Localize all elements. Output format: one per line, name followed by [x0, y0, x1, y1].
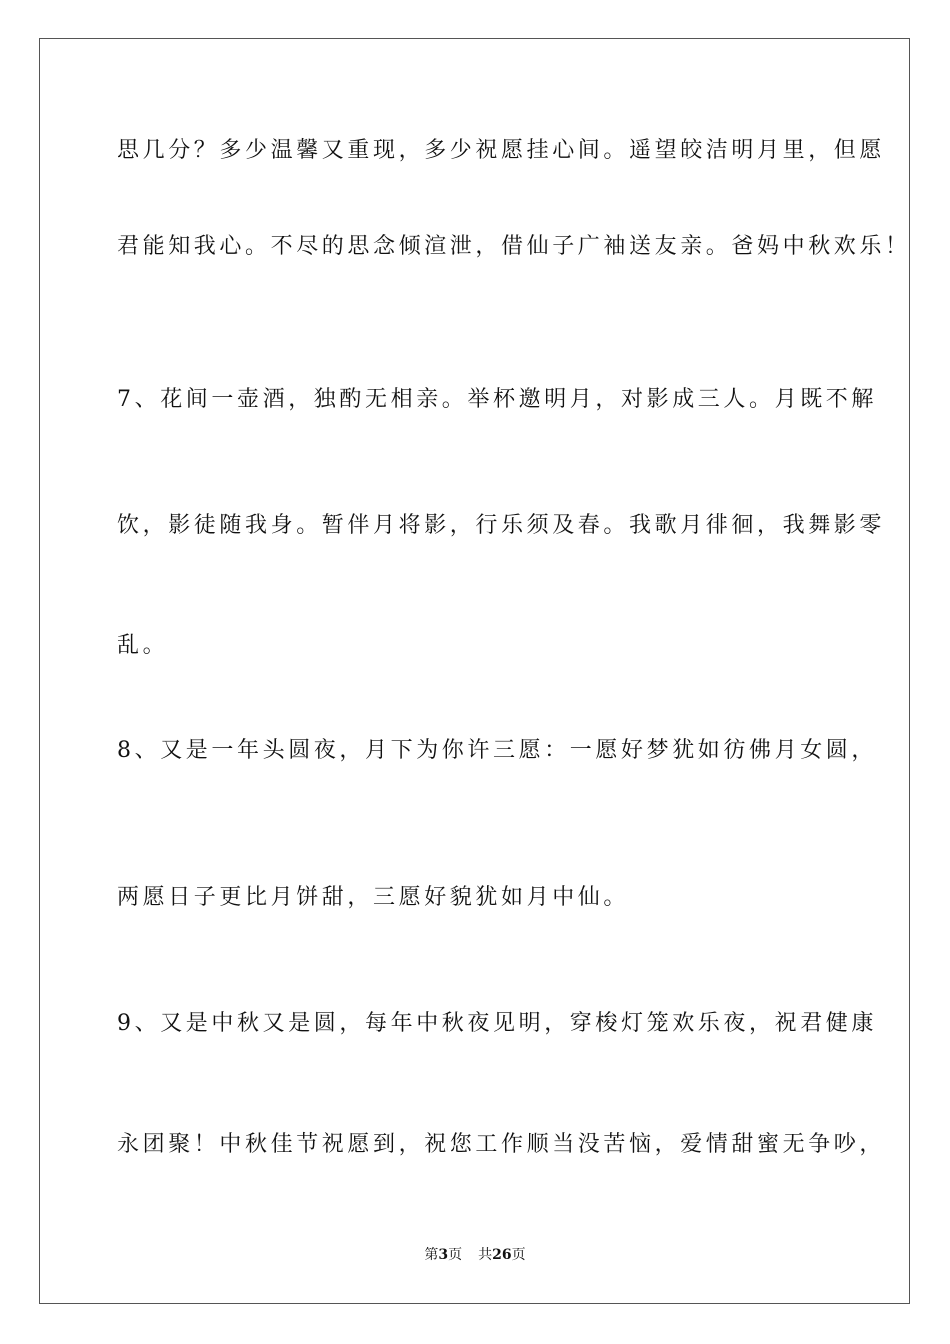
page-prefix: 第 [424, 1247, 439, 1263]
total-suffix: 页 [511, 1247, 526, 1263]
total-prefix: 共 [478, 1247, 493, 1263]
text-line: 君能知我心。不尽的思念倾渲泄，借仙子广袖送友亲。爸妈中秋欢乐！ [117, 234, 911, 259]
page-border [39, 38, 910, 1304]
text-line: 乱。 [117, 633, 169, 658]
text-line: 9、又是中秋又是圆，每年中秋夜见明，穿梭灯笼欢乐夜，祝君健康 [117, 1011, 877, 1036]
text-line: 7、花间一壶酒，独酌无相亲。举杯邀明月，对影成三人。月既不解 [117, 387, 877, 412]
text-line: 永团聚！中秋佳节祝愿到，祝您工作顺当没苦恼，爱情甜蜜无争吵， [117, 1132, 886, 1157]
text-line: 8、又是一年头圆夜，月下为你许三愿：一愿好梦犹如彷佛月女圆， [117, 738, 877, 763]
page-suffix: 页 [448, 1247, 463, 1263]
page-footer [0, 1246, 950, 1264]
text-line: 思几分？多少温馨又重现，多少祝愿挂心间。遥望皎洁明月里，但愿 [117, 138, 886, 163]
text-line: 两愿日子更比月饼甜，三愿好貌犹如月中仙。 [117, 885, 630, 910]
text-line: 饮，影徒随我身。暂伴月将影，行乐须及春。我歌月徘徊，我舞影零 [117, 513, 886, 538]
current-page-number: 3 [438, 1247, 449, 1263]
total-pages-number: 26 [492, 1247, 512, 1263]
